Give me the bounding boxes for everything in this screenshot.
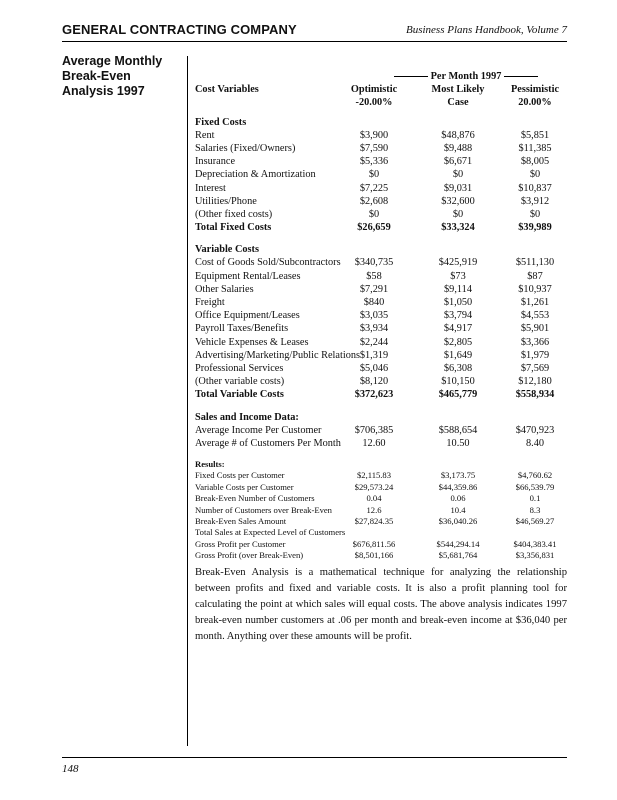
row-label: Office Equipment/Leases	[195, 310, 300, 322]
row-value: $6,671	[443, 156, 473, 168]
per-month-heading-row	[195, 70, 567, 83]
row-label: Gross Profit (over Break-Even)	[195, 550, 304, 561]
row-label: Total Sales at Expected Level of Customers	[195, 527, 346, 538]
row-label: Rent	[195, 129, 215, 141]
page-number: 148	[62, 763, 79, 775]
row-value: 0.06	[450, 493, 466, 504]
row-value: $425,919	[438, 257, 478, 269]
row-value: $8,501,166	[354, 550, 394, 561]
row-value: $7,225	[359, 182, 389, 194]
table-row	[195, 256, 567, 269]
row-value: $2,244	[359, 336, 389, 348]
row-value: $66,539.79	[515, 481, 555, 492]
table-row	[195, 505, 567, 516]
row-value: $3,900	[359, 129, 389, 141]
row-value: $3,794	[443, 310, 473, 322]
table-row	[195, 182, 567, 195]
row-value: $5,851	[520, 129, 550, 141]
row-value: $511,130	[515, 257, 555, 269]
row-label: Cost of Goods Sold/Subcontractors	[195, 257, 341, 269]
table-row	[195, 168, 567, 181]
row-value: 10.50	[446, 437, 470, 449]
table-row	[195, 336, 567, 349]
explanation-paragraph: Break-Even Analysis is a mathematical technique for analyzing the relationship between profits and fixed and variable costs. It is also a profit planning tool for calculating the point at which sales will equal costs. The above analysis indicates 1997 break-even number customers at .06 per month and break-even income at $36,040 per month. Anything over these amounts will be profit.	[195, 567, 567, 642]
table-row	[195, 129, 567, 142]
row-value: $4,917	[443, 323, 473, 335]
column-header-row	[195, 83, 567, 96]
row-value: $3,173.75	[440, 470, 476, 481]
row-value: $1,319	[359, 349, 389, 361]
row-value: $4,553	[520, 310, 550, 322]
row-value: $4,760.62	[517, 470, 553, 481]
row-value: $7,291	[359, 283, 389, 295]
row-value: $5,901	[520, 323, 550, 335]
table-row	[195, 493, 567, 504]
table-row	[195, 424, 567, 437]
total-variable-costs-row: Total Variable Costs $372,623 $465,779 $558,934	[195, 389, 555, 401]
row-value: 0.1	[529, 493, 541, 504]
row-value: $8,005	[520, 156, 550, 168]
row-value: $676,811.56	[352, 538, 396, 549]
row-value: 12.6	[366, 504, 382, 515]
table-row	[195, 516, 567, 527]
row-value: $0	[452, 208, 464, 220]
row-label: Average # of Customers Per Month	[195, 437, 341, 449]
row-value: $3,366	[520, 336, 550, 348]
table-row	[195, 482, 567, 493]
row-value: $706,385	[354, 424, 394, 436]
table-row	[195, 283, 567, 296]
row-value: $0	[529, 208, 541, 220]
row-value: $44,359.86	[438, 481, 478, 492]
variable-costs-rows	[195, 256, 567, 388]
row-value: $29,573.24	[354, 481, 394, 492]
footer-rule	[62, 757, 567, 758]
row-value: 8.40	[525, 437, 545, 449]
row-value: $48,876	[441, 129, 475, 141]
table-row	[195, 527, 567, 538]
row-label: Salaries (Fixed/Owners)	[195, 142, 296, 154]
table-row	[195, 437, 567, 450]
row-value: $10,837	[518, 182, 552, 194]
row-value: $3,035	[359, 310, 389, 322]
row-value: $2,805	[443, 336, 473, 348]
row-label: Advertising/Marketing/Public Relations	[195, 349, 361, 361]
row-value: $1,979	[520, 349, 550, 361]
row-value: $1,649	[443, 349, 473, 361]
column-header-optimistic: Optimistic	[350, 84, 398, 96]
row-value: $9,114	[444, 283, 472, 295]
row-value: $2,115.83	[356, 470, 392, 481]
row-value: $9,031	[443, 182, 473, 194]
row-label: Interest	[195, 182, 226, 194]
row-value: $7,569	[520, 362, 550, 374]
row-label: Number of Customers over Break-Even	[195, 504, 332, 515]
table-row	[195, 270, 567, 283]
row-value: $3,912	[520, 195, 550, 207]
row-value: $36,040.26	[438, 516, 478, 527]
row-value: $0	[368, 208, 380, 220]
row-value: $0	[368, 169, 380, 181]
section-heading-results: Results:	[195, 459, 225, 470]
section-title-line: Analysis 1997	[62, 84, 145, 98]
row-label: Gross Profit per Customer	[195, 538, 286, 549]
row-value: 0.04	[366, 493, 382, 504]
row-value: $10,937	[518, 283, 552, 295]
row-value: 10.4	[450, 504, 466, 515]
row-label: Break-Even Sales Amount	[195, 516, 287, 527]
row-value: $840	[363, 297, 385, 308]
row-value: $544,294.14	[436, 538, 480, 549]
row-label: Variable Costs per Customer	[195, 481, 294, 492]
row-value: $340,735	[354, 257, 394, 269]
table-row	[195, 375, 567, 388]
row-label: Other Salaries	[195, 283, 254, 295]
row-value: $588,654	[438, 424, 478, 436]
row-label: Vehicle Expenses & Leases	[195, 336, 309, 348]
row-value: 8.3	[529, 504, 541, 515]
row-value: $87	[527, 270, 543, 282]
table-row	[195, 195, 567, 208]
row-label: Payroll Taxes/Benefits	[195, 323, 289, 335]
section-title-line: Average Monthly	[62, 54, 163, 68]
row-label: Fixed Costs per Customer	[195, 470, 285, 481]
column-subheader-most-likely: Case	[447, 97, 469, 109]
table-row	[195, 142, 567, 155]
table-row	[195, 155, 567, 168]
row-value: $73	[450, 270, 466, 282]
break-even-table	[195, 70, 567, 562]
row-value: $3,934	[359, 323, 389, 335]
table-row	[195, 208, 567, 221]
row-value: $27,824.35	[354, 516, 394, 527]
column-subheader-pessimistic: 20.00%	[518, 97, 552, 109]
section-heading-sales: Sales and Income Data:	[195, 411, 299, 423]
row-value: $0	[452, 169, 464, 181]
fixed-costs-rows	[195, 129, 567, 221]
row-label: Average Income Per Customer	[195, 424, 322, 436]
column-divider	[187, 56, 188, 746]
table-row	[195, 349, 567, 362]
row-label: Equipment Rental/Leases	[195, 270, 301, 282]
row-label: Professional Services	[195, 362, 284, 374]
row-value: $3,356,831	[515, 550, 555, 561]
table-row	[195, 362, 567, 375]
total-fixed-costs-row: Total Fixed Costs $26,659 $33,324 $39,989	[195, 222, 552, 234]
section-title-line: Break-Even	[62, 69, 131, 83]
row-value: $11,385	[518, 142, 552, 154]
section-title	[62, 54, 180, 99]
row-value: $7,590	[359, 142, 389, 154]
section-heading-fixed: Fixed Costs	[195, 116, 247, 128]
column-subheader-optimistic: -20.00%	[355, 97, 393, 109]
row-label: (Other variable costs)	[195, 376, 285, 388]
running-header-title: GENERAL CONTRACTING COMPANY	[62, 22, 297, 37]
row-value: $9,488	[443, 142, 473, 154]
table-row	[195, 539, 567, 550]
header-rule	[62, 41, 567, 42]
column-header-most-likely: Most Likely	[431, 84, 485, 96]
table-row	[195, 322, 567, 335]
row-value: $8,120	[359, 376, 389, 388]
row-label: (Other fixed costs)	[195, 208, 273, 220]
row-label: Freight	[195, 297, 225, 308]
row-value: $6,308	[443, 362, 473, 374]
running-header-book: Business Plans Handbook, Volume 7	[405, 24, 567, 36]
row-value: $46,569.27	[515, 516, 555, 527]
column-header-pessimistic: Pessimistic	[510, 84, 560, 96]
row-value: $32,600	[441, 195, 475, 207]
row-label: Depreciation & Amortization	[195, 169, 316, 181]
results-rows	[195, 470, 567, 561]
row-value: $5,681,764	[438, 550, 478, 561]
row-value: $5,336	[359, 156, 389, 168]
table-row	[195, 309, 567, 322]
per-month-heading: Per Month 1997	[386, 70, 546, 83]
row-value: $58	[366, 270, 382, 282]
row-value: $1,261	[520, 297, 550, 308]
table-row	[195, 470, 567, 481]
row-value: $470,923	[515, 424, 555, 436]
row-value: $2,608	[359, 195, 389, 207]
row-value: $12,180	[518, 376, 552, 388]
row-value: $404,383.41	[513, 538, 557, 549]
column-subheader-row	[195, 96, 567, 109]
row-value: 12.60	[362, 437, 386, 449]
section-heading-variable: Variable Costs	[195, 244, 259, 256]
row-value: $0	[529, 169, 541, 181]
row-value: $10,150	[441, 376, 475, 388]
row-label: Insurance	[195, 156, 236, 168]
sales-rows	[195, 424, 567, 450]
row-label: Break-Even Number of Customers	[195, 493, 315, 504]
row-value: $5,046	[359, 362, 389, 374]
row-value: $1,050	[443, 297, 473, 308]
table-row	[195, 296, 567, 309]
table-row	[195, 550, 567, 561]
row-label: Utilities/Phone	[195, 195, 257, 207]
column-header-label: Cost Variables	[195, 84, 259, 96]
